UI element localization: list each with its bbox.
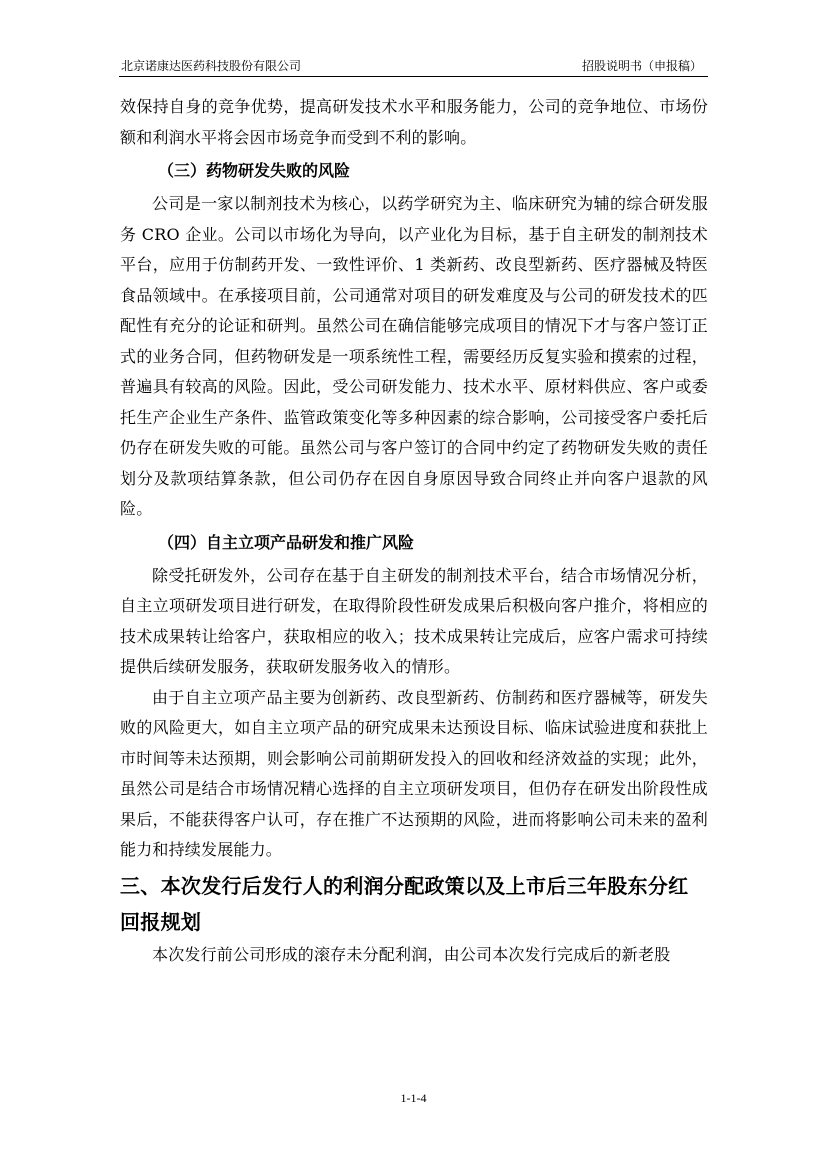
intro-paragraph: 效保持自身的竞争优势，提高研发技术水平和服务能力，公司的竞争地位、市场份额和利润水平将会因市场竞争而受到不利的影响。 xyxy=(120,97,708,147)
section-heading-profit-distribution: 三、本次发行后发行人的利润分配政策以及上市后三年股东分红回报规划 xyxy=(120,873,689,934)
paragraph-retained-earnings: 本次发行前公司形成的滚存未分配利润，由公司本次发行完成后的新老股 xyxy=(152,944,671,964)
paragraph-rd-failure-risk: 公司是一家以制剂技术为核心，以药学研究为主、临床研究为辅的综合研发服务 CRO 企业。公司以市场化为导向，以产业化为目标，基于自主研发的制剂技术平台，应用于仿制药开发、一致性评价、1 类新药、改良型新药、医疗器械及特医食品领域中。在承接项目前，公司通常对项目的研发难度及与公司的研发技术的匹配性有充分的论证和研判。虽然公司在确信能够完成项目的情况下才与客户签订正式的业务合同，但药物研发是一项系统性工程，需要经历反复实验和摸索的过程，普遍具有较高的风险。因此，受公司研发能力、技术水平、原材料供应、客户或委托生产企业生产条件、监管政策变化等多种因素的综合影响，公司接受客户委托后仍存在研发失败的可能。虽然公司与客户签订的合同中约定了药物研发失败的责任划分及款项结算条款，但公司仍存在因自身原因导致合同终止并向客户退款的风险。 xyxy=(120,194,708,518)
page-header xyxy=(119,56,708,77)
paragraph-self-initiated-risk: 由于自主立项产品主要为创新药、改良型新药、仿制药和医疗器械等，研发失败的风险更大，如自主立项产品的研究成果未达预设目标、临床试验进度和获批上市时间等未达预期，则会影响公司前期研发投入的回收和经济效益的实现；此外，虽然公司是结合市场情况精心选择的自主立项研发项目，但仍存在研发出阶段性成果后，不能获得客户认可，存在推广不达预期的风险，进而将影响公司未来的盈利能力和持续发展能力。 xyxy=(120,687,708,859)
subsection-heading-four: （四）自主立项产品研发和推广风险 xyxy=(158,532,415,552)
page-number: 1-1-4 xyxy=(400,1091,427,1105)
header-company-name: 北京诺康达医药科技股份有限公司 xyxy=(121,59,302,73)
page-body xyxy=(120,92,708,970)
header-document-type: 招股说明书（申报稿） xyxy=(581,59,702,73)
subsection-heading-three: （三）药物研发失败的风险 xyxy=(158,161,351,180)
paragraph-self-initiated-rd: 除受托研发外，公司存在基于自主研发的制剂技术平台，结合市场情况分析，自主立项研发项目进行研发，在取得阶段性研发成果后积极向客户推介，将相应的技术成果转让给客户，获取相应的收入；技术成果转让完成后，应客户需求可持续提供后续研发服务，获取研发服务收入的情形。 xyxy=(120,565,708,676)
